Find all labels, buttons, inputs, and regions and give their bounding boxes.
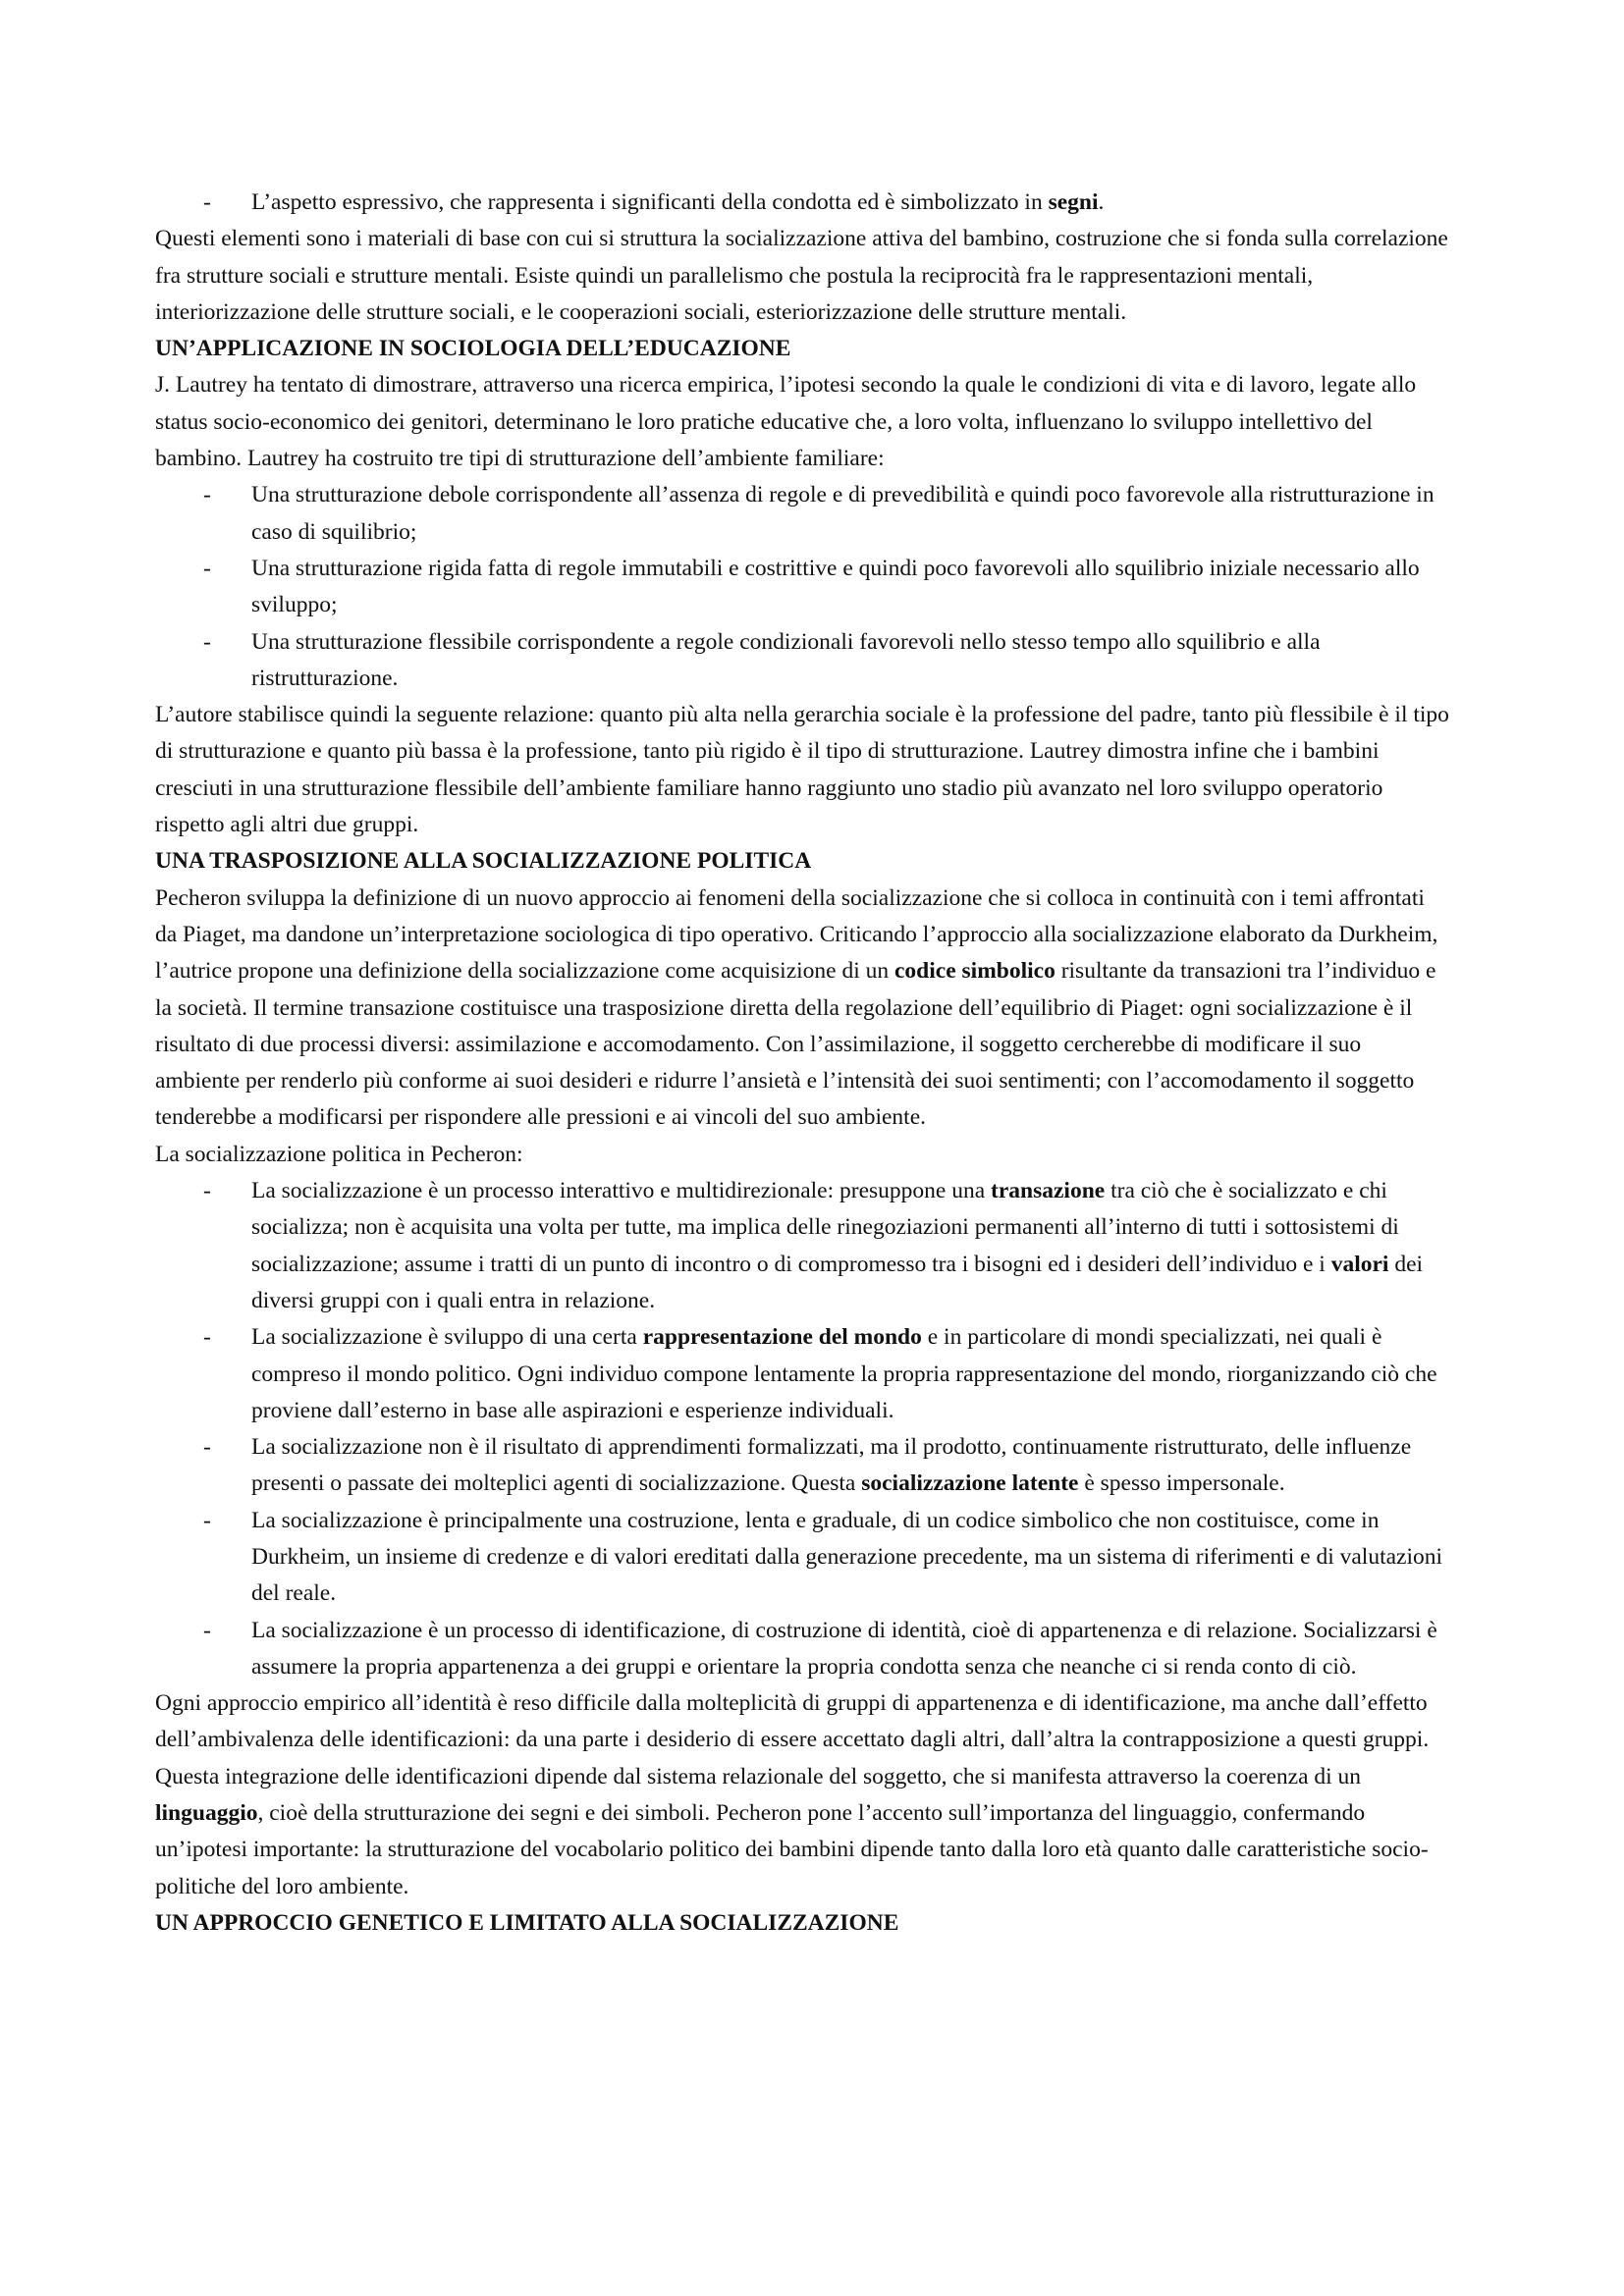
political-socialization-list (155, 1173, 1449, 1685)
structuring-types-list (155, 477, 1449, 697)
paragraph-lautrey-research: J. Lautrey ha tentato di dimostrare, attraverso una ricerca empirica, l’ipotesi secondo la quale le condizioni di vita e di lavoro, legate allo status socio-economico dei genitori, determinano le loro pratiche educative che, a loro volta, influenzano lo sviluppo intellettivo del bambino. Lautrey ha costruito tre tipi di strutturazione dell’ambiente familiare: (155, 372, 1417, 472)
list-item-text: L’aspetto espressivo, che rappresenta i significanti della condotta ed è simbolizzato in (251, 189, 1049, 215)
list-item-text: è spesso impersonale. (1078, 1470, 1285, 1497)
list-item (251, 551, 1449, 624)
paragraph-pecheron-approach-text: risultante da transazioni tra l’individuo e la società. Il termine transazione costituisce una trasposizione diretta della regolazione dell’equilibrio di Piaget: ogni socializzazione è il risultato di due processi diversi: assimilazione e accomodamento. Con l’assimilazione, il soggetto cercherebbe di modificare il suo ambiente per renderlo più conforme ai suoi desideri e ridurre l’ansietà e l’intensità dei suoi sentimenti; con l’accomodamento il soggetto tenderebbe a modificarsi per rispondere alle pressioni e ai vincoli del suo ambiente. (155, 958, 1436, 1131)
list-item (251, 185, 1449, 221)
list-item (251, 1173, 1449, 1319)
list-item-text: La socializzazione è principalmente una costruzione, lenta e graduale, di un codice simbolico che non costituisce, come in Durkheim, un insieme di credenze e di valori ereditati dalla generazione precedente, ma un sistema di riferimenti e di valutazioni del reale. (251, 1507, 1443, 1607)
paragraph-social-structures: Questi elementi sono i materiali di base con cui si struttura la socializzazione attiva del bambino, costruzione che si fonda sulla correlazione fra strutture sociali e strutture mentali. Esiste quindi un parallelismo che postula la reciprocità fra le rappresentazioni mentali, interiorizzazione delle strutture sociali, e le cooperazioni sociali, esteriorizzazione delle strutture mentali. (155, 226, 1448, 325)
list-item-text: La socializzazione è sviluppo di una certa (251, 1324, 643, 1351)
paragraph-language (155, 1759, 1449, 1905)
list-item (251, 1503, 1449, 1613)
intro-list (155, 185, 1449, 221)
paragraph-pecheron-approach (155, 881, 1449, 1137)
paragraph-pecheron-approach-bold-term: codice simbolico (894, 958, 1056, 985)
heading-political-socialization: UNA TRASPOSIZIONE ALLA SOCIALIZZAZIONE POLITICA (155, 848, 812, 875)
list-item-bold-term: segni (1048, 189, 1099, 215)
list-item (251, 624, 1449, 698)
list-item-text: dei diversi gruppi con i quali entra in relazione. (251, 1251, 1424, 1313)
list-item-text: Una strutturazione rigida fatta di regole immutabili e costrittive e quindi poco favorevoli allo squilibrio iniziale necessario allo sviluppo; (251, 555, 1420, 618)
paragraph-lautrey-conclusion: L’autore stabilisce quindi la seguente relazione: quanto più alta nella gerarchia sociale è la professione del padre, tanto più flessibile è il tipo di strutturazione e quanto più bassa è la professione, tanto più rigido è il tipo di strutturazione. Lautrey dimostra infine che i bambini cresciuti in una strutturazione flessibile dell’ambiente familiare hanno raggiunto uno stadio più avanzato nel loro sviluppo operatorio rispetto agli altri due gruppi. (155, 702, 1449, 838)
list-item-text: e in particolare di mondi specializzati, nei quali è compreso il mondo politico. Ogni individuo compone lentamente la propria rappresentazione del mondo, riorganizzando ciò che proviene dall’esterno in base alle aspirazioni e esperienze individuali. (251, 1324, 1437, 1423)
list-item (251, 1319, 1449, 1429)
heading-sociology-of-education: UN’APPLICAZIONE IN SOCIOLOGIA DELL’EDUCAZIONE (155, 336, 791, 362)
list-item-text: La socializzazione non è il risultato di apprendimenti formalizzati, ma il prodotto, continuamente ristrutturato, delle influenze presenti o passate dei molteplici agenti di socializzazione. Questa (251, 1434, 1412, 1497)
heading-genetic-approach: UN APPROCCIO GENETICO E LIMITATO ALLA SOCIALIZZAZIONE (155, 1909, 899, 1936)
list-item-text: . (1098, 189, 1105, 215)
list-item-text: tra ciò che è socializzato e chi socializza; non è acquisita una volta per tutte, ma implica delle rinegoziazioni permanenti all’interno di tutti i sottosistemi di socializzazione; assume i tratti di un punto di incontro o di compromesso tra i bisogni ed i desideri dell’individuo e i (251, 1178, 1399, 1277)
list-item (251, 1613, 1449, 1686)
paragraph-language-text: , cioè della strutturazione dei segni e dei simboli. Pecheron pone l’accento sull’importanza del linguaggio, confermando un’ipotesi importante: la strutturazione del vocabolario politico dei bambini dipende tanto dalla loro età quanto dalle caratteristiche socio-politiche del loro ambiente. (155, 1800, 1429, 1899)
list-item-text: Una strutturazione flessibile corrispondente a regole condizionali favorevoli nello stesso tempo allo squilibrio e alla ristrutturazione. (251, 628, 1321, 691)
list-item-bold-term: socializzazione latente (861, 1470, 1079, 1497)
list-item-bold-term: rappresentazione del mondo (642, 1324, 922, 1351)
list-item-text: La socializzazione è un processo di identificazione, di costruzione di identità, cioè di appartenenza e di relazione. Socializzarsi è assumere la propria appartenenza a dei gruppi e orientare la propria condotta senza che neanche ci si renda conto di ciò. (251, 1617, 1437, 1680)
paragraph-language-text: Questa integrazione delle identificazioni dipende dal sistema relazionale del soggetto, che si manifesta attraverso la coerenza di un (155, 1763, 1362, 1789)
list-item-text: La socializzazione è un processo interattivo e multidirezionale: presuppone una (251, 1178, 992, 1204)
list-item (251, 477, 1449, 551)
paragraph-language-bold-term: linguaggio (155, 1800, 258, 1827)
list-item-bold-term: valori (1330, 1251, 1389, 1277)
paragraph-identity: Ogni approccio empirico all’identità è reso difficile dalla molteplicità di gruppi di appartenenza e di identificazione, ma anche dall’effetto dell’ambivalenza delle identificazioni: da una parte i desiderio di essere accettato dagli altri, dall’altra la contrapposizione a questi gruppi. (155, 1690, 1430, 1753)
paragraph-pecheron-approach-text: Pecheron sviluppa la definizione di un nuovo approccio ai fenomeni della socializzazione che si colloca in continuità con i temi affrontati da Piaget, ma dandone un’interpretazione sociologica di tipo operativo. Criticando l’approccio alla socializzazione elaborato da Durkheim, l’autrice propone una definizione della socializzazione come acquisizione di un (155, 884, 1438, 985)
list-item-text: Una strutturazione debole corrispondente all’assenza di regole e di prevedibilità e quindi poco favorevole alla ristrutturazione in caso di squilibrio; (251, 482, 1435, 545)
list-item-bold-term: transazione (991, 1178, 1106, 1204)
paragraph-political-socialization-intro: La socializzazione politica in Pecheron: (155, 1141, 523, 1167)
list-item (251, 1429, 1449, 1503)
